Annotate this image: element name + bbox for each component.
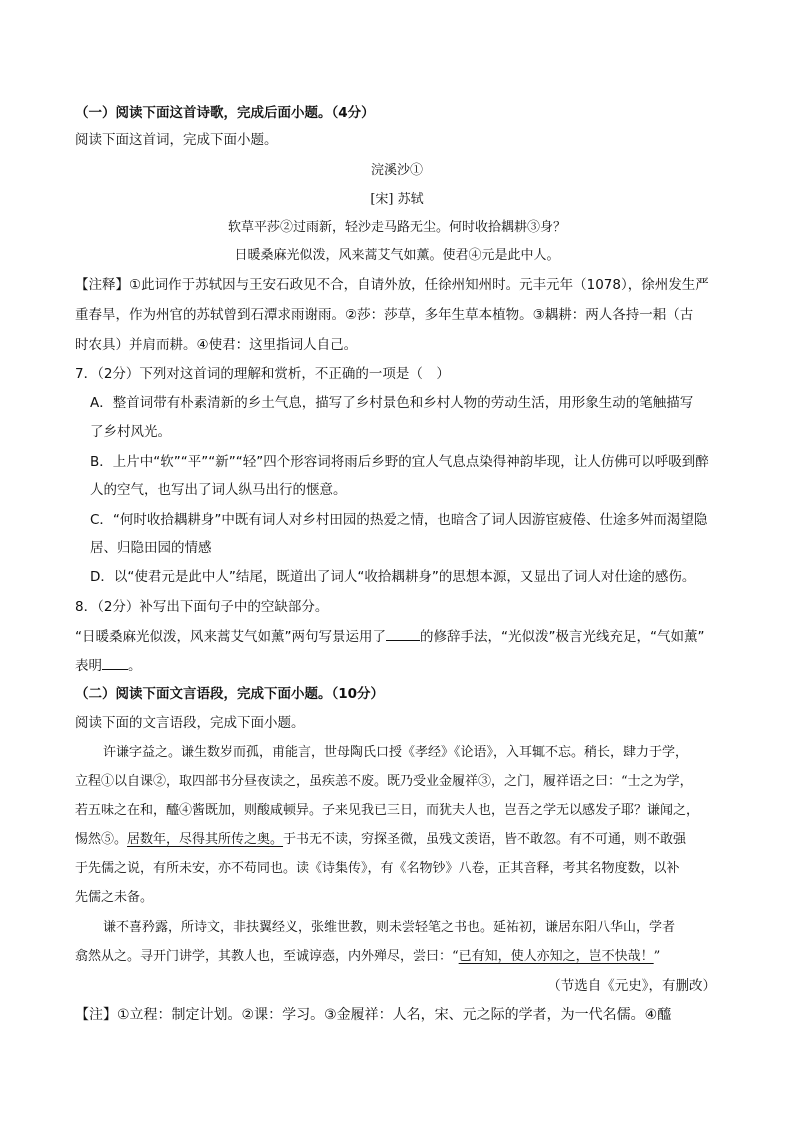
question-7-option-a: A．整首词带有朴素清新的乡土气息，描写了乡村景色和乡村人物的劳动生活，用形象生动的笔触描写 (90, 395, 694, 411)
question-8-text-c: 表明 (75, 658, 102, 674)
poem-note-line-3: 时农具）并肩而耕。④使君：这里指词人自己。 (75, 337, 358, 353)
question-7-stem: 7．（2分）下列对这首词的理解和赏析，不正确的一项是（ ） (75, 366, 450, 382)
question-8-line-1 (75, 626, 704, 647)
question-7-option-b: B．上片中“软”“平”“新”“轻”四个形容词将雨后乡野的宜人气息点染得神韵毕现，让人仿佛可以呼吸到醉 (90, 454, 709, 470)
poem-author: [宋] 苏轼 (370, 192, 424, 207)
question-8-stem: 8．（2分）补写出下面句子中的空缺部分。 (75, 599, 329, 615)
section1-instruction: 阅读下面这首词，完成下面小题。 (75, 132, 278, 148)
passage-p1-line-2: 立程①以自课②，取四部书分昼夜读之，虽疾恙不废。既乃受业金履祥③，之门，履祥语之曰：“士之为学， (75, 774, 693, 789)
poem-title: 浣溪沙① (370, 163, 423, 178)
passage-p2-line-2-a: 翕然从之。寻开门讲学，其教人也，至诚谆悫，内外殚尽，尝曰：“ (75, 949, 459, 964)
section2-heading: （二）阅读下面文言语段，完成下面小题。（10分） (75, 686, 385, 702)
passage-p1-line-4-a: 惕然⑤。 (75, 832, 128, 847)
question-8-text-a: “日暖桑麻光似泼，风来蒿艾气如薰”两句写景运用了 (75, 629, 386, 645)
passage-p2-line-1: 谦不喜矜露，所诗文，非扶翼经义，张维世教，则未尝轻笔之书也。延祐初，谦居东阳八华山，学者 (103, 920, 676, 935)
passage-p1-line-1: 许谦字益之。谦生数岁而孤，甫能言，世母陶氏口授《孝经》《论语》，入耳辄不忘。稍长，肆力于学， (103, 745, 689, 760)
question-7-option-c-cont: 居、归隐田园的情感 (90, 540, 212, 556)
passage-underlined-sentence-1: 居数年，尽得其所传之奥。 (127, 832, 284, 847)
question-8-blank-1[interactable] (386, 626, 420, 641)
passage-p2-line-2-c: ” (653, 949, 661, 964)
question-8-line-2 (75, 655, 142, 676)
passage-underlined-sentence-2: 已有知，使人亦知之，岂不快哉！ (458, 949, 654, 964)
passage-p1-line-4 (75, 830, 686, 850)
question-8-text-d: 。 (128, 658, 142, 674)
section1-heading: （一）阅读下面这首诗歌，完成后面小题。（4分） (75, 105, 375, 121)
question-7-option-b-cont: 人的空气，也写出了词人纵马出行的惬意。 (90, 482, 347, 498)
passage-p2-line-2 (75, 947, 660, 967)
poem-line-2: 日暖桑麻光似泼，风来蒿艾气如薰。使君④元是此中人。 (234, 248, 560, 263)
question-7-option-d: D．以“使君元是此中人”结尾，既道出了词人“收拾耦耕身”的思想本源，又显出了词人对仕途的感伤。 (90, 569, 696, 585)
passage-source: （节选自《元史》，有删改） (547, 978, 716, 994)
question-7-option-c: C．“何时收拾耦耕身”中既有词人对乡村田园的热爱之情，也暗含了词人因游宦疲倦、仕途多舛而渴望隐 (90, 512, 708, 528)
passage-p1-line-6: 先儒之未备。 (75, 890, 154, 905)
passage-p1-line-5: 于先儒之说，有所未安，亦不苟同也。读《诗集传》，有《名物钞》八卷，正其音释，考其名物度数，以补 (75, 861, 680, 876)
question-8-text-b: 的修辞手法，“光似泼”极言光线充足，“气如薰” (420, 629, 705, 645)
passage-p1-line-3: 若五味之在和，醯④酱既加，则酸咸顿异。子来见我已三日，而犹夫人也，岂吾之学无以感发子耶？谦闻之， (75, 803, 700, 818)
question-8-blank-2[interactable] (102, 655, 128, 670)
passage-p1-line-4-c: 于书无不读，穷探圣微，虽残文羡语，皆不敢忽。有不可通，则不敢强 (283, 832, 687, 847)
question-7-option-a-cont: 了乡村风光。 (90, 424, 171, 440)
passage-notes: 【注】①立程：制定计划。②课：学习。③金履祥：人名，宋、元之际的学者，为一代名儒。④醯 (75, 1007, 672, 1023)
section2-instruction: 阅读下面的文言语段，完成下面小题。 (75, 715, 305, 731)
poem-note-line-1: 【注释】①此词作于苏轼因与王安石政见不合，自请外放，任徐州知州时。元丰元年（1078），徐州发生严 (75, 277, 709, 293)
poem-line-1: 软草平莎②过雨新，轻沙走马路无尘。何时收拾耦耕③身？ (227, 220, 566, 235)
poem-note-line-2: 重春旱，作为州官的苏轼曾到石潭求雨谢雨。②莎：莎草，多年生草本植物。③耦耕：两人各持一耜（古 (75, 307, 694, 323)
